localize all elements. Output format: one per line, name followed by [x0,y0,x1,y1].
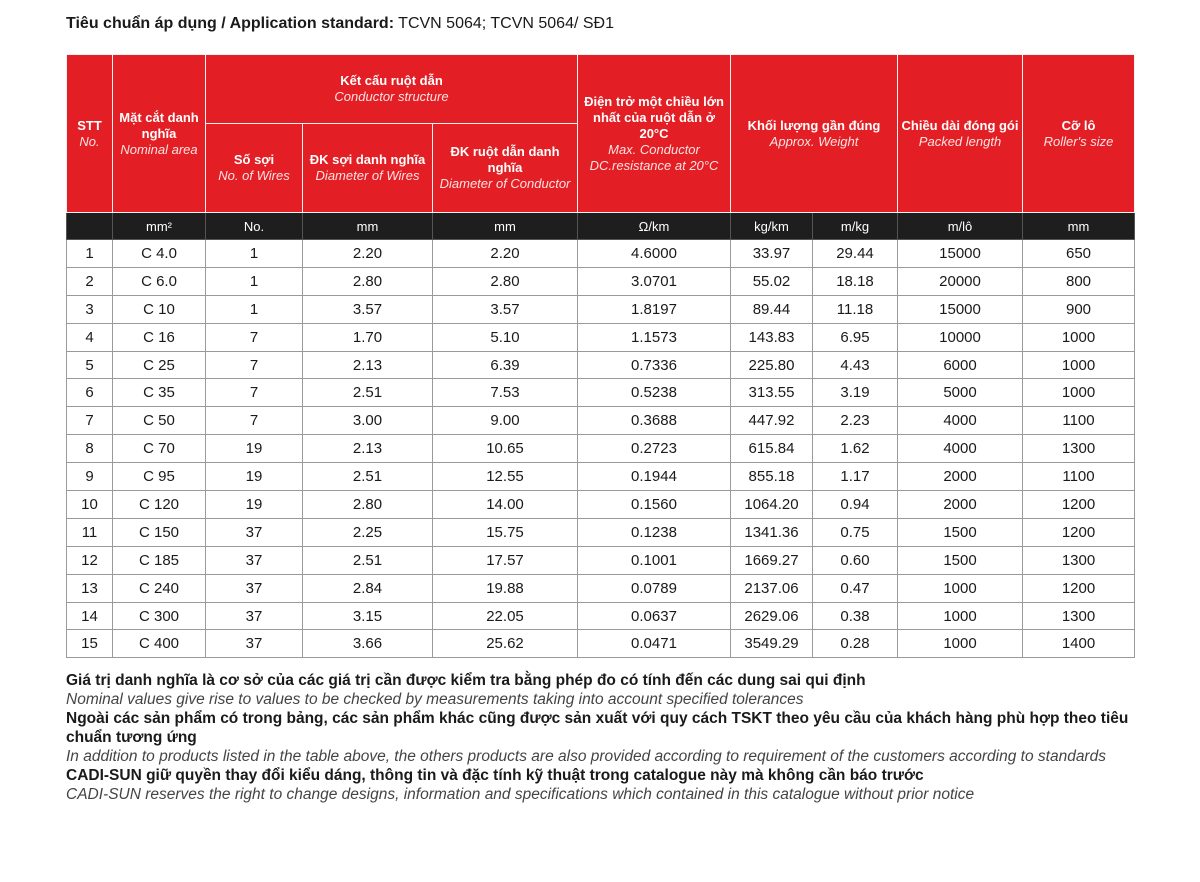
header-no-of-wires: Số sợi No. of Wires [206,124,303,213]
table-cell: C 4.0 [113,240,206,268]
table-row [67,602,1135,630]
table-cell: 37 [206,546,303,574]
table-cell: C 70 [113,435,206,463]
table-cell: 55.02 [731,267,813,295]
table-row [67,463,1135,491]
table-cell: 33.97 [731,240,813,268]
footnotes [66,671,1146,804]
table-cell: 15 [67,630,113,658]
table-cell: 1669.27 [731,546,813,574]
table-cell: 143.83 [731,323,813,351]
table-cell: 37 [206,574,303,602]
table-cell: 1341.36 [731,518,813,546]
table-cell: 2000 [898,463,1023,491]
table-cell: 1000 [1023,351,1135,379]
table-cell: 29.44 [813,240,898,268]
table-cell: 4.6000 [578,240,731,268]
table-cell: 1400 [1023,630,1135,658]
table-cell: 7 [206,379,303,407]
table-row [67,435,1135,463]
table-cell: 10000 [898,323,1023,351]
table-cell: 2.51 [303,546,433,574]
note-en: In addition to products listed in the table above, the others products are also provided according to requirement of the customers according to standards [66,748,1106,765]
table-cell: 4000 [898,407,1023,435]
table-cell: 1100 [1023,407,1135,435]
table-cell: 0.94 [813,491,898,519]
table-cell: 37 [206,518,303,546]
table-cell: 0.1238 [578,518,731,546]
table-cell: 1.8197 [578,295,731,323]
table-cell: 0.0471 [578,630,731,658]
header-roller-size: Cỡ lô Roller's size [1023,55,1135,213]
table-row [67,574,1135,602]
table-cell: C 95 [113,463,206,491]
application-standard [66,15,614,33]
table-cell: 6 [67,379,113,407]
table-row [67,630,1135,658]
table-cell: 3.15 [303,602,433,630]
table-cell: 2.20 [303,240,433,268]
table-cell: 0.0637 [578,602,731,630]
note-en: Nominal values give rise to values to be checked by measurements taking into account specified tolerances [66,691,804,708]
table-cell: 6.95 [813,323,898,351]
table-cell: 10 [67,491,113,519]
table-cell: 6000 [898,351,1023,379]
table-cell: 4000 [898,435,1023,463]
table-cell: 1000 [898,602,1023,630]
table-cell: 5000 [898,379,1023,407]
table-cell: 2.80 [303,267,433,295]
table-cell: C 400 [113,630,206,658]
table-cell: 650 [1023,240,1135,268]
table-cell: 1.17 [813,463,898,491]
table-cell: 2.13 [303,435,433,463]
unit-cell: Ω/km [578,213,731,240]
note-vi: Giá trị danh nghĩa là cơ sở của các giá trị cần được kiểm tra bằng phép đo có tính đến các dung sai qui định [66,672,866,689]
table-cell: 10.65 [433,435,578,463]
table-cell: 0.0789 [578,574,731,602]
unit-cell: mm² [113,213,206,240]
table-cell: 7.53 [433,379,578,407]
table-cell: 1300 [1023,435,1135,463]
table-cell: 3 [67,295,113,323]
table-cell: 17.57 [433,546,578,574]
table-cell: 0.1944 [578,463,731,491]
table-cell: 4.43 [813,351,898,379]
table-cell: 2.80 [303,491,433,519]
table-cell: 1200 [1023,574,1135,602]
table-cell: 3.57 [433,295,578,323]
table-cell: 14 [67,602,113,630]
note-en: CADI-SUN reserves the right to change designs, information and specifications which contained in this catalogue without prior notice [66,786,975,803]
table-cell: 1 [206,267,303,295]
table-cell: 1000 [898,630,1023,658]
note-vi: Ngoài các sản phẩm có trong bảng, các sản phẩm khác cũng được sản xuất với quy cách TSKT theo yêu cầu của khách hàng phù hợp theo tiêu chuẩn tương ứng [66,710,1129,746]
table-cell: 13 [67,574,113,602]
table-cell: C 150 [113,518,206,546]
table-cell: 1000 [1023,323,1135,351]
header-stt: STT No. [67,55,113,213]
table-cell: 0.1560 [578,491,731,519]
table-cell: C 16 [113,323,206,351]
table-cell: 2.80 [433,267,578,295]
table-cell: 0.7336 [578,351,731,379]
table-cell: 3549.29 [731,630,813,658]
table-cell: 6.39 [433,351,578,379]
table-cell: C 50 [113,407,206,435]
unit-cell: mm [433,213,578,240]
header-diameter-of-conductor: ĐK ruột dẫn danh nghĩa Diameter of Conductor [433,124,578,213]
table-cell: C 120 [113,491,206,519]
header-dc-resistance: Điện trở một chiều lớn nhất của ruột dẫn ở 20°C Max. Conductor DC.resistance at 20°C [578,55,731,213]
table-row [67,323,1135,351]
table-cell: 18.18 [813,267,898,295]
table-cell: 2.13 [303,351,433,379]
table-cell: 3.0701 [578,267,731,295]
table-cell: 0.5238 [578,379,731,407]
table-cell: 7 [206,323,303,351]
table-cell: 1.70 [303,323,433,351]
table-cell: C 185 [113,546,206,574]
table-cell: 0.75 [813,518,898,546]
table-cell: 3.66 [303,630,433,658]
table-cell: 1300 [1023,546,1135,574]
header-conductor-structure: Kết cấu ruột dẫn Conductor structure [206,55,578,124]
table-cell: 1064.20 [731,491,813,519]
table-row [67,546,1135,574]
table-cell: 0.1001 [578,546,731,574]
table-cell: 11 [67,518,113,546]
table-cell: 900 [1023,295,1135,323]
table-cell: 1200 [1023,491,1135,519]
table-cell: 1100 [1023,463,1135,491]
table-cell: 2137.06 [731,574,813,602]
table-cell: C 300 [113,602,206,630]
table-cell: 1000 [1023,379,1135,407]
table-cell: 12 [67,546,113,574]
table-row [67,351,1135,379]
table-cell: 2 [67,267,113,295]
table-row [67,379,1135,407]
table-cell: C 35 [113,379,206,407]
unit-cell: No. [206,213,303,240]
table-cell: 3.19 [813,379,898,407]
table-cell: 1200 [1023,518,1135,546]
table-cell: 0.38 [813,602,898,630]
table-cell: 1300 [1023,602,1135,630]
table-cell: 7 [206,351,303,379]
table-cell: 2.84 [303,574,433,602]
table-cell: 0.28 [813,630,898,658]
table-cell: 1000 [898,574,1023,602]
cable-spec-table [66,54,1135,658]
table-cell: 22.05 [433,602,578,630]
table-cell: 2.23 [813,407,898,435]
table-cell: 7 [67,407,113,435]
table-cell: C 240 [113,574,206,602]
table-cell: 855.18 [731,463,813,491]
table-cell: 1 [206,295,303,323]
table-cell: 11.18 [813,295,898,323]
header-approx-weight: Khối lượng gần đúng Approx. Weight [731,55,898,213]
table-cell: 20000 [898,267,1023,295]
table-cell: 2629.06 [731,602,813,630]
standard-label: Tiêu chuẩn áp dụng / Application standard: [66,15,395,32]
unit-cell: m/kg [813,213,898,240]
table-cell: 1 [67,240,113,268]
unit-cell: mm [303,213,433,240]
table-cell: 0.2723 [578,435,731,463]
table-cell: 9 [67,463,113,491]
table-cell: 2.51 [303,463,433,491]
table-cell: 3.00 [303,407,433,435]
note-vi: CADI-SUN giữ quyền thay đổi kiểu dáng, thông tin và đặc tính kỹ thuật trong catalogue này mà không cần báo trước [66,767,924,784]
table-cell: 9.00 [433,407,578,435]
table-cell: 2000 [898,491,1023,519]
table-cell: 2.20 [433,240,578,268]
table-cell: 37 [206,630,303,658]
table-cell: 4 [67,323,113,351]
table-cell: 7 [206,407,303,435]
table-cell: 615.84 [731,435,813,463]
table-cell: 19.88 [433,574,578,602]
table-cell: 2.51 [303,379,433,407]
table-cell: 8 [67,435,113,463]
table-row [67,240,1135,268]
unit-cell [67,213,113,240]
unit-cell: mm [1023,213,1135,240]
standard-value: TCVN 5064; TCVN 5064/ SĐ1 [394,15,614,32]
table-cell: 0.3688 [578,407,731,435]
table-cell: 12.55 [433,463,578,491]
table-cell: 19 [206,491,303,519]
table-cell: 37 [206,602,303,630]
table-cell: 0.60 [813,546,898,574]
table-cell: 1500 [898,546,1023,574]
table-cell: 0.47 [813,574,898,602]
table-cell: 1.62 [813,435,898,463]
table-cell: 5.10 [433,323,578,351]
table-cell: 800 [1023,267,1135,295]
table-cell: 19 [206,463,303,491]
table-cell: 1.1573 [578,323,731,351]
header-diameter-of-wires: ĐK sợi danh nghĩa Diameter of Wires [303,124,433,213]
table-cell: 313.55 [731,379,813,407]
table-cell: 89.44 [731,295,813,323]
table-cell: 19 [206,435,303,463]
table-cell: 25.62 [433,630,578,658]
table-cell: 1500 [898,518,1023,546]
table-cell: C 25 [113,351,206,379]
table-cell: 5 [67,351,113,379]
table-cell: C 10 [113,295,206,323]
unit-cell: kg/km [731,213,813,240]
table-body [67,240,1135,658]
table-cell: 3.57 [303,295,433,323]
table-row [67,267,1135,295]
table-cell: 15.75 [433,518,578,546]
table-cell: 1 [206,240,303,268]
header-packed-length: Chiều dài đóng gói Packed length [898,55,1023,213]
unit-cell: m/lô [898,213,1023,240]
units-row [67,213,1135,240]
table-row [67,518,1135,546]
header-nominal-area: Mặt cắt danh nghĩa Nominal area [113,55,206,213]
table-cell: 15000 [898,240,1023,268]
table-cell: C 6.0 [113,267,206,295]
table-cell: 15000 [898,295,1023,323]
table-row [67,407,1135,435]
table-row [67,295,1135,323]
table-cell: 447.92 [731,407,813,435]
table-cell: 14.00 [433,491,578,519]
table-cell: 225.80 [731,351,813,379]
table-row [67,491,1135,519]
table-cell: 2.25 [303,518,433,546]
